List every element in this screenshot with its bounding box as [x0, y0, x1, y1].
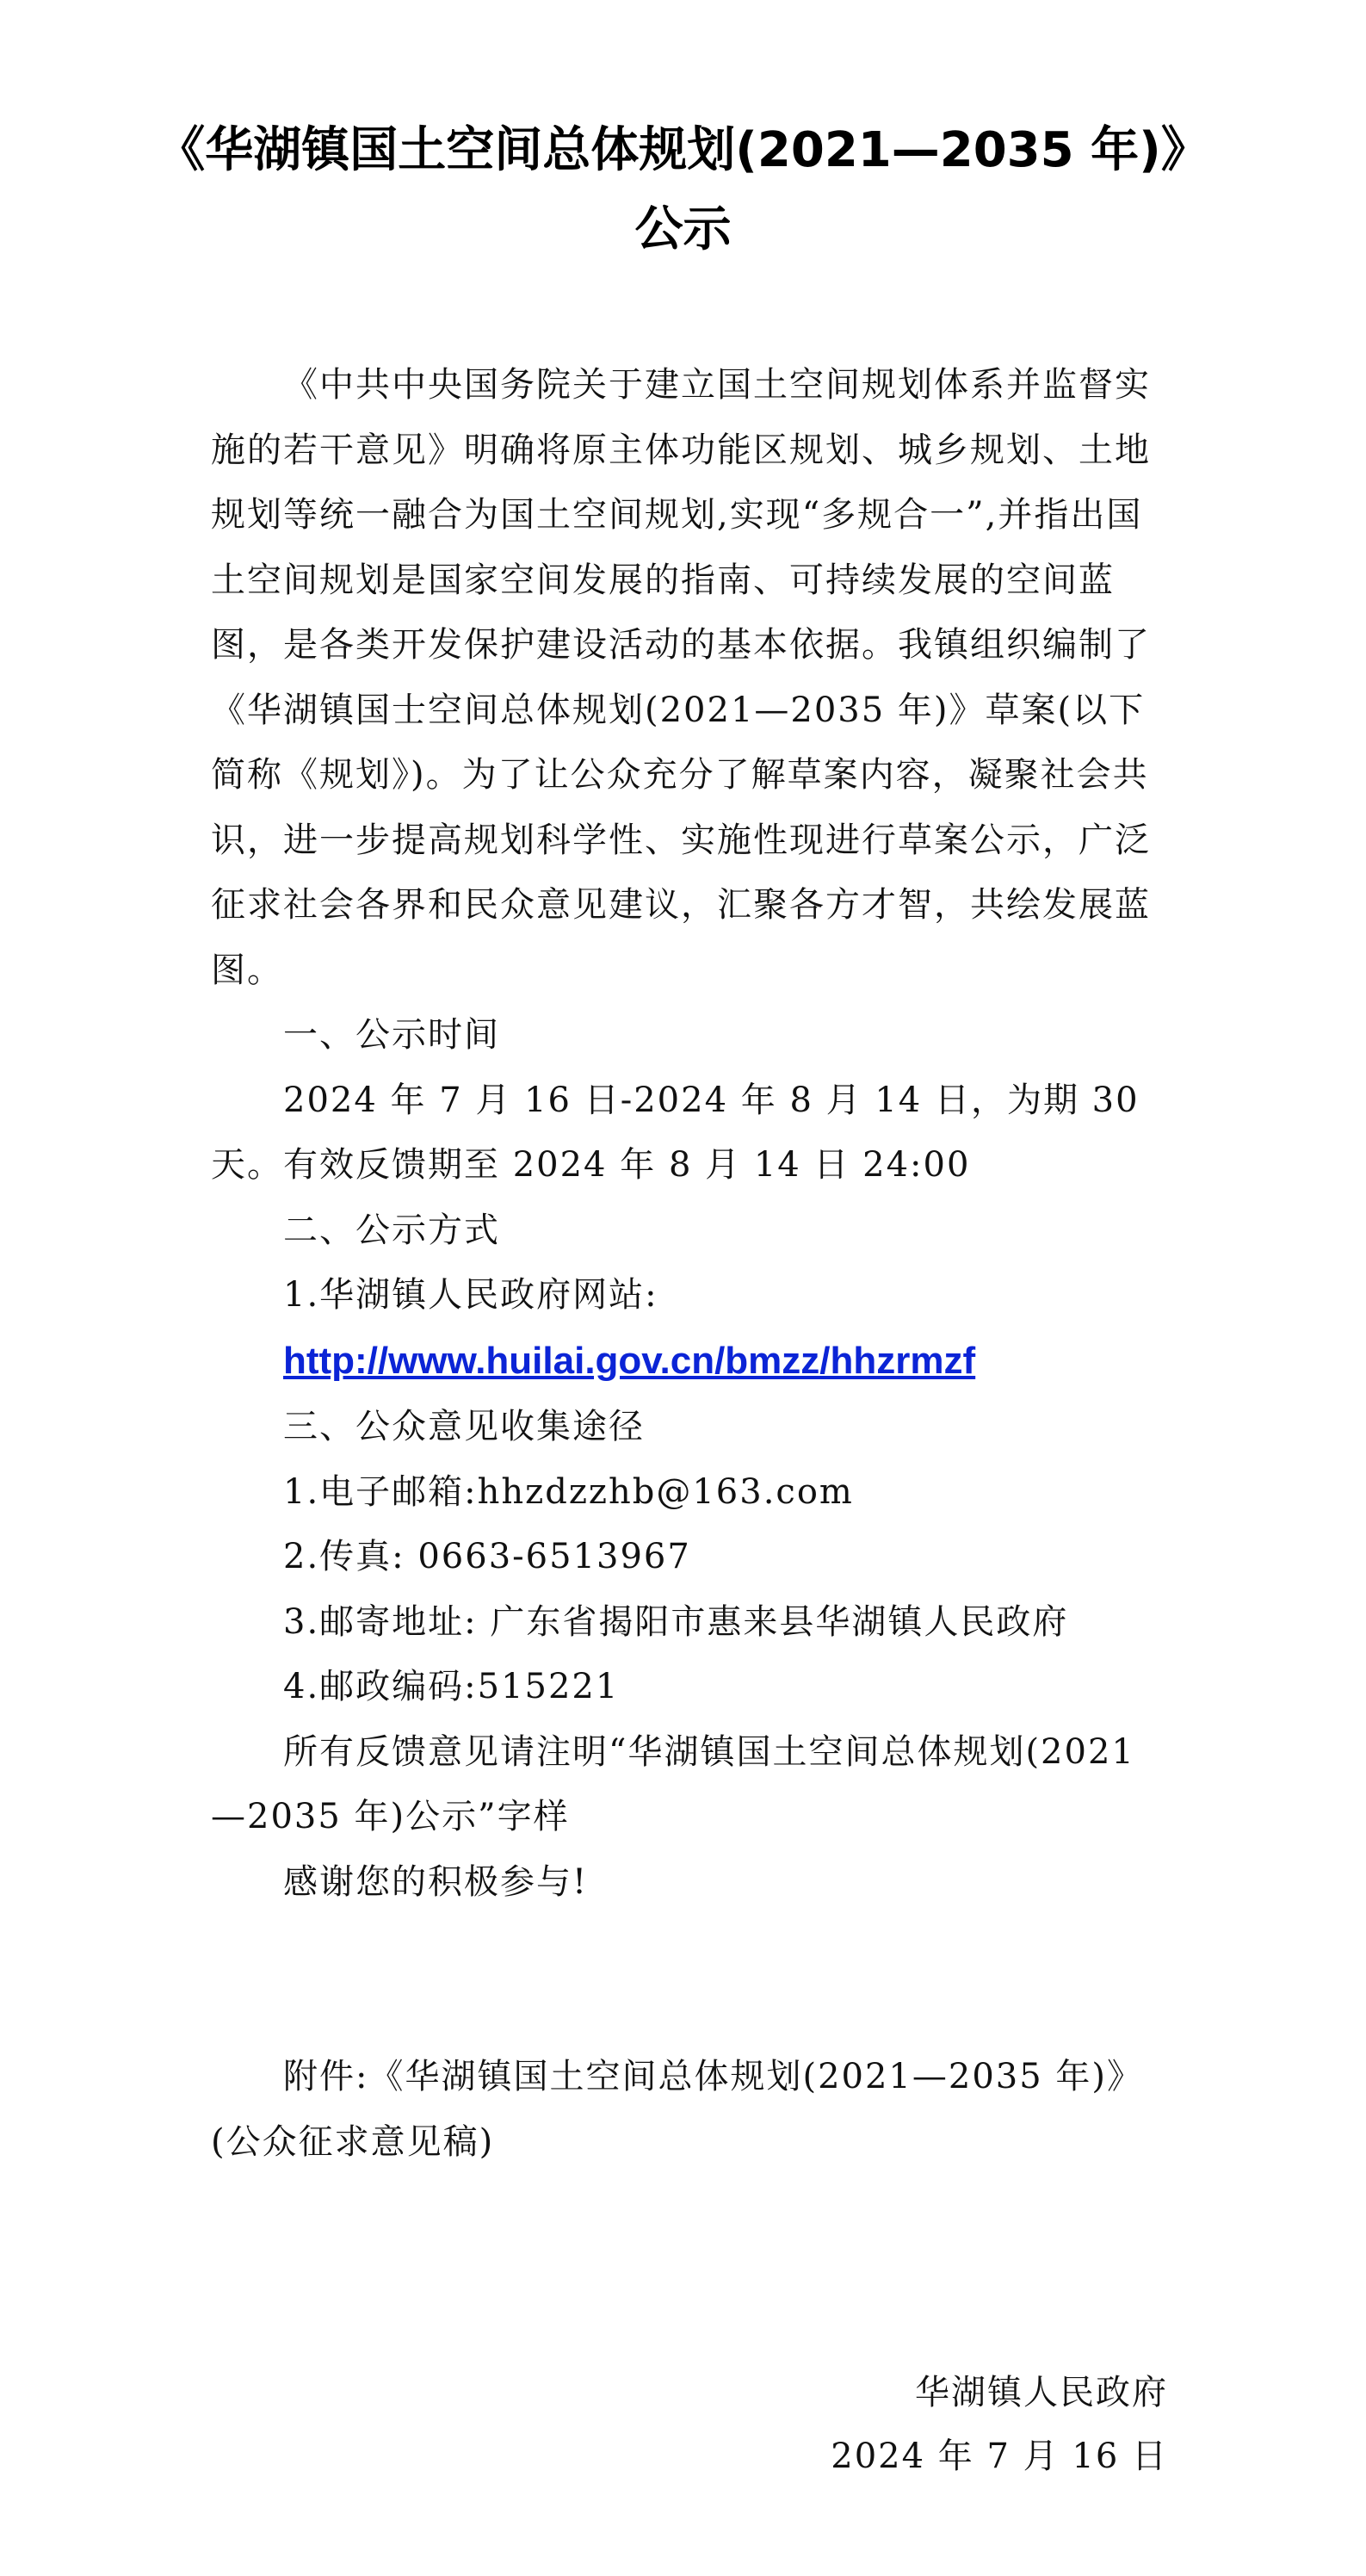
section-heading-feedback: 三、公众意见收集途径	[283, 1407, 645, 1446]
government-website-link[interactable]: http://www.huilai.gov.cn/bmzz/hhzrmzf	[283, 1339, 976, 1382]
document-title-line1: 《华湖镇国土空间总体规划(2021—2035 年)》	[157, 122, 1209, 178]
feedback-mail-address: 3.邮寄地址: 广东省揭阳市惠来县华湖镇人民政府	[283, 1601, 1069, 1642]
intro-paragraph: 《中共中央国务院关于建立国土空间规划体系并监督实施的若干意见》明确将原主体功能区规划、城乡规划、土地规划等统一融合为国土空间规划,实现“多规合一”,并指出国土空间规划是国家空间发展的指南、可持续发展的空间蓝图，是各类开发保护建设活动的基本依据。我镇组织编制了《华湖镇国士空间总体规划(2021—2035 年)》草案(以下简称《规划》)。为了让公众充分了解草案内容，凝聚社会共识，进一步提高规划科学性、实施性现进行草案公示，广泛征求社会各界和民众意见建议，汇聚各方才智，共绘发展蓝图。	[211, 365, 1151, 990]
section-heading-method: 二、公示方式	[283, 1210, 500, 1250]
feedback-fax: 2.传真: 0663-6513967	[283, 1537, 691, 1576]
thanks-text: 感谢您的积极参与!	[283, 1861, 589, 1902]
feedback-note: 所有反馈意见请注明“华湖镇国土空间总体规划(2021—2035 年)公示”字样	[211, 1731, 1135, 1836]
publicity-period-text: 2024 年 7 月 16 日-2024 年 8 月 14 日，为期 30 天。有效反馈期至 2024 年 8 月 14 日 24:00	[211, 1080, 1140, 1185]
feedback-postal-code: 4.邮政编码:515221	[283, 1667, 620, 1706]
feedback-email: 1.电子邮箱:hhzdzzhb@163.com	[283, 1471, 854, 1512]
signature-organization: 华湖镇人民政府	[915, 2373, 1168, 2412]
attachment-text: 附件:《华湖镇国土空间总体规划(2021—2035 年)》(公众征求意见稿)	[211, 2057, 1143, 2162]
signature-date: 2024 年 7 月 16 日	[831, 2437, 1168, 2476]
document-body	[211, 353, 1168, 2175]
website-item-label: 1.华湖镇人民政府网站:	[283, 1275, 658, 1315]
section-heading-time: 一、公示时间	[283, 1015, 500, 1055]
document-title-line2: 公示	[634, 201, 732, 257]
